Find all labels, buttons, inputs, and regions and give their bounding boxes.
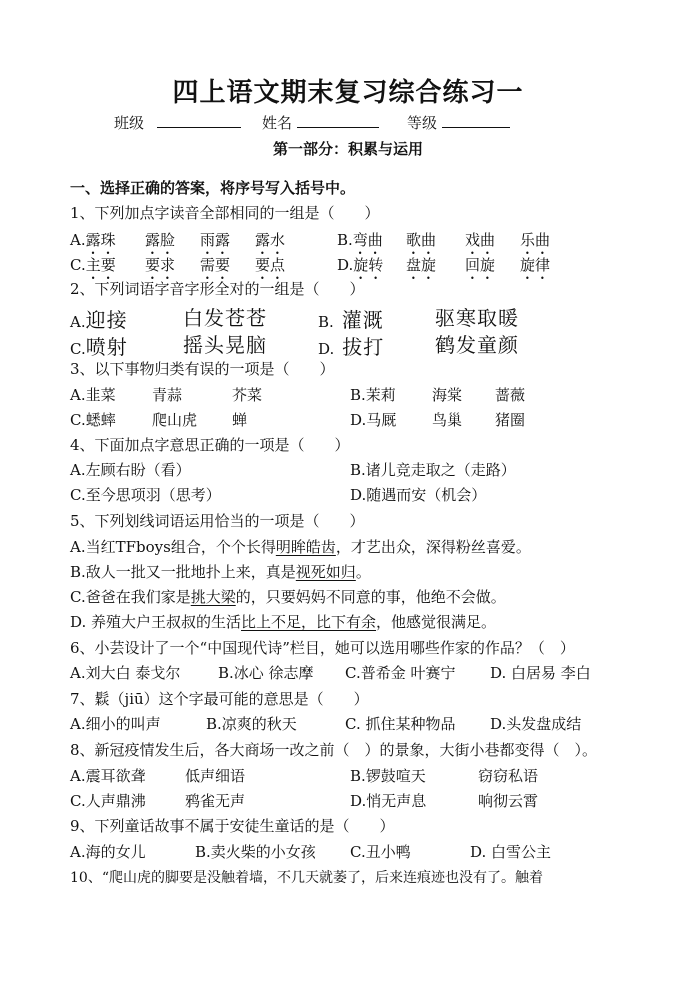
q6-option-b: B.冰心 徐志摩 (218, 664, 314, 682)
word: 歌曲 (406, 231, 437, 249)
grade-blank (442, 113, 510, 128)
question-8-stem: 8、新冠疫情发生后，各大商场一改之前（ ）的景象，大街小巷都变得（ ）。 (70, 741, 598, 759)
option-letter: A. (70, 313, 86, 331)
page-title: 四上语文期末复习综合练习一 (172, 78, 524, 108)
q9-option-a: A.海的女儿 (70, 843, 146, 861)
word: 海棠 (432, 386, 463, 404)
word: 旋转 (353, 256, 384, 274)
word: 喷射 (85, 335, 128, 359)
name-label: 姓名 (262, 114, 293, 132)
option-letter: B. (337, 231, 353, 249)
underlined-phrase: 明眸皓齿 (275, 538, 336, 556)
word: 鸦雀无声 (185, 792, 246, 810)
part-title: 第一部分：积累与运用 (272, 140, 423, 158)
word: 需要 (200, 256, 231, 274)
q3-option-a: A.韭菜 (70, 386, 116, 404)
question-9-stem: 9、下列童话故事不属于安徒生童话的是（ ） (70, 817, 395, 835)
word: 主要 (85, 256, 116, 274)
q2-option-a (70, 304, 128, 333)
option-letter: C. (70, 256, 86, 274)
q9-option-c: C.丑小鸭 (350, 843, 411, 861)
q9-option-d: D. 白雪公主 (470, 843, 552, 861)
option-letter: C. (70, 340, 86, 358)
q4-option-d: D.随遇而安（机会） (350, 486, 487, 504)
word: 拔打 (342, 335, 385, 359)
q7-option-c: C. 抓住某种物品 (345, 715, 456, 733)
q9-option-b: B.卖火柴的小女孩 (195, 843, 316, 861)
question-7-stem: 7、鬏（jiū）这个字最可能的意思是（ ） (70, 690, 369, 708)
question-4-stem: 4、下面加点字意思正确的一项是（ ） (70, 436, 350, 454)
word: 露脸 (145, 231, 176, 249)
q3-option-d: D.马厩 (350, 411, 397, 429)
q8-option-c: C.人声鼎沸 (70, 792, 146, 810)
class-field (114, 112, 241, 133)
q3-option-b: B.茉莉 (350, 386, 396, 404)
student-info-row (0, 112, 696, 134)
word: 旋律 (520, 256, 551, 274)
class-label: 班级 (114, 114, 145, 132)
q2-option-b (318, 304, 384, 333)
q4-option-b: B.诸儿竞走取之（走路） (350, 461, 516, 479)
q2-option-c (70, 331, 128, 360)
name-field (262, 112, 379, 133)
word: 戏曲 (465, 231, 496, 249)
question-3-stem: 3、以下事物归类有误的一项是（ ） (70, 360, 335, 378)
word: 雨露 (200, 231, 231, 249)
question-6-stem: 6、小芸设计了一个“中国现代诗”栏目，她可以选用哪些作家的作品？（ ） (70, 639, 575, 657)
grade-label: 等级 (407, 114, 438, 132)
q5-option-c: C.爸爸在我们家是挑大梁的，只要妈妈不同意的事，他绝不会做。 (70, 588, 506, 606)
section-heading: 一、选择正确的答案，将序号写入括号中。 (70, 179, 356, 197)
word: 灌溉 (341, 308, 384, 332)
q4-option-a: A.左顾右盼（看） (70, 461, 191, 479)
grade-field (407, 112, 510, 133)
word: 蔷薇 (495, 386, 526, 404)
word: 白发苍苍 (183, 306, 267, 330)
q7-option-a: A.细小的叫声 (70, 715, 161, 733)
class-blank (157, 113, 241, 128)
word: 爬山虎 (152, 411, 198, 429)
word: 要求 (145, 256, 176, 274)
word: 芥菜 (232, 386, 263, 404)
word: 露珠 (85, 231, 116, 249)
q5-option-b: B.敌人一批又一批地扑上来，真是视死如归。 (70, 563, 371, 581)
question-2-stem: 2、下列词语字音字形全对的一组是（ ） (70, 280, 365, 298)
q8-option-b: B.锣鼓喧天 (350, 767, 426, 785)
option-letter: A. (70, 231, 86, 249)
option-letter: B. (318, 313, 334, 331)
word: 驱寒取暖 (435, 306, 519, 330)
q6-option-d: D. 白居易 李白 (490, 664, 591, 682)
word: 摇头晃脑 (183, 333, 267, 357)
q7-option-b: B.凉爽的秋天 (206, 715, 297, 733)
word: 蝉 (232, 411, 248, 429)
q5-option-d: D. 养殖大户王叔叔的生活比上不足，比下有余，他感觉很满足。 (70, 613, 497, 631)
word: 乐曲 (520, 231, 551, 249)
word: 窃窃私语 (478, 767, 539, 785)
word: 回旋 (465, 256, 496, 274)
q7-option-d: D.头发盘成结 (490, 715, 582, 733)
word: 迎接 (85, 308, 128, 332)
option-letter: D. (337, 256, 354, 274)
q5-option-a: A.当红TFboys组合，个个长得明眸皓齿，才艺出众，深得粉丝喜爱。 (70, 538, 531, 556)
name-blank (297, 113, 379, 128)
underlined-phrase: 比上不足，比下有余 (241, 613, 377, 631)
q4-option-c: C.至今思项羽（思考） (70, 486, 221, 504)
word: 低声细语 (185, 767, 246, 785)
question-10-stem: 10、“爬山虎的脚要是没触着墙，不几天就萎了，后来连痕迹也没有了。触着 (70, 870, 543, 886)
q8-option-d: D.悄无声息 (350, 792, 427, 810)
word: 响彻云霄 (478, 792, 539, 810)
word: 鸟巢 (432, 411, 463, 429)
option-letter: D. (318, 340, 335, 358)
word: 青蒜 (152, 386, 183, 404)
q3-option-c: C.蟋蟀 (70, 411, 116, 429)
word: 猪圈 (495, 411, 526, 429)
word: 露水 (255, 231, 286, 249)
question-1-stem: 1、下列加点字读音全部相同的一组是（ ） (70, 204, 380, 222)
q6-option-c: C.普希金 叶赛宁 (345, 664, 456, 682)
underlined-phrase: 挑大梁 (190, 588, 236, 606)
q8-option-a: A.震耳欲聋 (70, 767, 146, 785)
underlined-phrase: 视死如归 (295, 563, 356, 581)
q2-option-d (318, 331, 384, 360)
word: 弯曲 (352, 231, 383, 249)
word: 盘旋 (406, 256, 437, 274)
word: 鹤发童颜 (435, 333, 519, 357)
question-5-stem: 5、下列划线词语运用恰当的一项是（ ） (70, 512, 365, 530)
word: 要点 (255, 256, 286, 274)
q6-option-a: A.刘大白 泰戈尔 (70, 664, 181, 682)
